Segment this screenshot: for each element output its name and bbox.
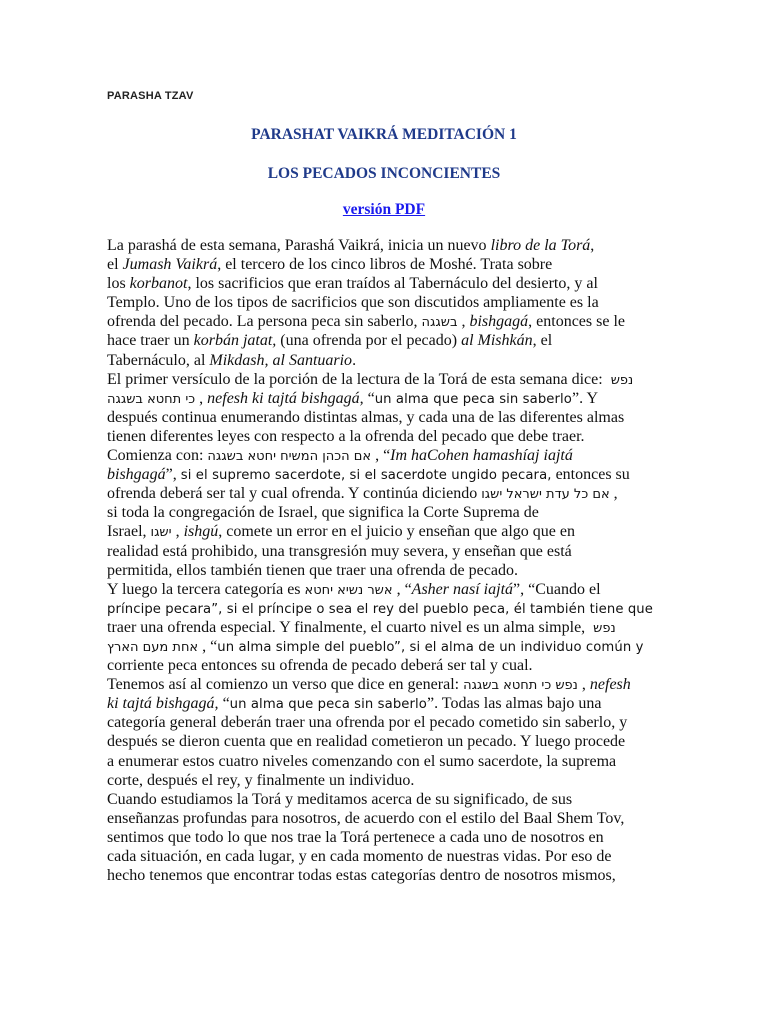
text-run: enseñanzas profundas para nosotros, de acuerdo con el estilo del Baal Shem Tov, bbox=[107, 809, 625, 827]
page-header-label: PARASHA TZAV bbox=[107, 90, 194, 102]
text-run: , bbox=[577, 676, 590, 694]
text-run: si toda la congregación de Israel, que significa la Corte Suprema de bbox=[107, 504, 539, 522]
text-run: , bbox=[171, 523, 184, 541]
text-line bbox=[107, 580, 667, 599]
text-run: , “ bbox=[392, 580, 412, 598]
text-line bbox=[107, 446, 667, 465]
text-line bbox=[107, 389, 667, 408]
text-run: entonces su bbox=[551, 466, 630, 484]
text-run: , el tercero de los cinco libros de Moshé. Trata sobre bbox=[217, 256, 553, 274]
text-run: corte, después el rey, y finalmente un individuo. bbox=[107, 771, 415, 789]
text-line bbox=[107, 351, 667, 370]
italic-text: bishgagá bbox=[107, 466, 166, 484]
text-run: categoría general deberán traer una ofrenda por el pecado cometido sin saberlo, y bbox=[107, 714, 628, 732]
text-line bbox=[107, 408, 667, 427]
text-run: Israel, bbox=[107, 523, 151, 541]
text-line bbox=[107, 274, 667, 293]
text-run: Comienza con: bbox=[107, 447, 208, 465]
text-line bbox=[107, 809, 667, 828]
document-subtitle: LOS PECADOS INCONCIENTES bbox=[267, 165, 501, 182]
text-run: hace traer un bbox=[107, 332, 194, 350]
text-run: , entonces se le bbox=[528, 313, 625, 331]
document-title: PARASHAT VAIKRÁ MEDITACIÓN 1 bbox=[251, 126, 517, 143]
text-line bbox=[107, 293, 667, 312]
text-line bbox=[107, 752, 667, 771]
text-line bbox=[107, 637, 667, 656]
text-line bbox=[107, 522, 667, 541]
text-line bbox=[107, 484, 667, 503]
text-line bbox=[107, 236, 667, 255]
text-run: príncipe pecara”, si el príncipe o sea el rey del pueblo peca, él también tiene que bbox=[107, 601, 653, 617]
text-run: Cuando estudiamos la Torá y meditamos acerca de su significado, de sus bbox=[107, 790, 573, 808]
text-run: La parashá de esta semana, Parashá Vaikrá, inicia un nuevo bbox=[107, 237, 491, 254]
text-line bbox=[107, 370, 667, 389]
text-line bbox=[107, 828, 667, 847]
text-run: cada situación, en cada lugar, y en cada momento de nuestras vidas. Por eso de bbox=[107, 848, 612, 865]
text-line bbox=[107, 847, 667, 866]
text-run: “ bbox=[218, 695, 230, 713]
text-run: , bbox=[590, 237, 595, 254]
text-run: Y luego la tercera categoría es bbox=[107, 580, 305, 598]
text-run: los bbox=[107, 275, 130, 293]
text-line bbox=[107, 255, 667, 274]
text-run: ”. Y bbox=[571, 389, 599, 407]
italic-text: ki tajtá bishgagá, bbox=[107, 695, 219, 713]
italic-text: korbán jatat, bbox=[193, 332, 277, 350]
text-run: , “ bbox=[371, 447, 391, 465]
text-line bbox=[107, 790, 667, 809]
text-run: un alma que peca sin saberlo bbox=[374, 391, 572, 407]
text-run: , bbox=[457, 313, 470, 331]
text-run: después se dieron cuenta que en realidad cometieron un pecado. Y luego procede bbox=[107, 733, 626, 751]
text-line bbox=[107, 732, 667, 751]
italic-text: nefesh bbox=[589, 676, 631, 694]
italic-text: korbanot bbox=[129, 275, 188, 293]
italic-text: Mikdash, al Santuario bbox=[209, 351, 353, 369]
pdf-version-link-wrapper bbox=[0, 201, 768, 219]
italic-text: libro de la Torá bbox=[490, 237, 591, 254]
text-run: un alma que peca sin saberlo bbox=[229, 697, 427, 713]
italic-text: nefesh ki tajtá bishgagá, bbox=[207, 389, 364, 407]
italic-text: Im haCohen hamashíaj iajtá bbox=[390, 447, 573, 465]
text-line bbox=[107, 561, 667, 580]
text-run: Templo. Uno de los tipos de sacrificios que son discutidos ampliamente es la bbox=[107, 294, 599, 312]
hebrew-text: ישגו bbox=[150, 525, 172, 541]
text-line bbox=[107, 675, 667, 694]
text-line bbox=[107, 713, 667, 732]
text-run: un alma simple del pueblo”, si el alma de un individuo común y bbox=[217, 639, 644, 655]
text-run: Tabernáculo, al bbox=[107, 351, 210, 369]
text-run: corriente peca entonces su ofrenda de pecado deberá ser tal y cual. bbox=[107, 657, 533, 675]
text-run: , “ bbox=[198, 637, 218, 655]
text-run: , comete un error en el juicio y enseñan que algo que en bbox=[218, 523, 575, 541]
text-run: permitida, ellos también tienen que traer una ofrenda de pecado. bbox=[107, 561, 518, 579]
text-run: , bbox=[609, 485, 618, 503]
text-line bbox=[107, 503, 667, 522]
hebrew-text: אחת מעם הארץ bbox=[107, 639, 199, 655]
italic-text: Jumash Vaikrá bbox=[122, 256, 218, 274]
hebrew-text: נפש bbox=[610, 372, 634, 388]
text-run: (una ofrenda por el pecado) bbox=[276, 332, 462, 350]
text-line bbox=[107, 312, 667, 331]
text-line bbox=[107, 427, 667, 446]
hebrew-text: כי תחטא בשגגה bbox=[107, 391, 196, 407]
hebrew-text: אם הכהן המשיח יחטא בשגגה bbox=[207, 449, 372, 465]
text-run: a enumerar estos cuatro niveles comenzando con el sumo sacerdote, la suprema bbox=[107, 752, 617, 770]
text-line bbox=[107, 542, 667, 561]
text-run: Tenemos así al comienzo un verso que dice en general: bbox=[107, 676, 464, 694]
text-line bbox=[107, 866, 667, 885]
text-line bbox=[107, 331, 667, 350]
text-run: ”. Todas las almas bajo una bbox=[426, 695, 602, 713]
text-run: si el supremo sacerdote, si el sacerdote ungido pecara, bbox=[180, 468, 552, 484]
text-run: “ bbox=[363, 389, 375, 407]
text-run: , el bbox=[532, 332, 553, 350]
text-line bbox=[107, 656, 667, 675]
hebrew-text: בשגגה bbox=[421, 315, 458, 331]
hebrew-text: אם כל עדת ישראל ישגו bbox=[481, 487, 610, 503]
text-run: traer una ofrenda especial. Y finalmente, el cuarto nivel es un alma simple, bbox=[107, 618, 594, 636]
text-run: El primer versículo de la porción de la lectura de la Torá de esta semana dice: bbox=[107, 370, 611, 388]
pdf-version-link[interactable]: versión PDF bbox=[342, 201, 426, 218]
italic-text: Asher nasí iajtá bbox=[411, 580, 514, 598]
text-line bbox=[107, 618, 667, 637]
text-run: , bbox=[195, 389, 208, 407]
text-run: ”, “Cuando el bbox=[513, 580, 601, 598]
text-run: realidad está prohibido, una transgresión muy severa, y enseñan que está bbox=[107, 542, 572, 560]
text-run: después continua enumerando distintas almas, y cada una de las diferentes almas bbox=[107, 408, 625, 426]
text-run: el bbox=[107, 256, 123, 274]
text-line bbox=[107, 694, 667, 713]
text-line bbox=[107, 771, 667, 790]
italic-text: al Mishkán bbox=[461, 332, 533, 350]
text-run: ofrenda del pecado. La persona peca sin saberlo, bbox=[107, 313, 422, 331]
text-run: ”, bbox=[165, 466, 181, 484]
hebrew-text: נפש כי תחטא בשגגה bbox=[463, 678, 578, 694]
hebrew-text: נפש bbox=[593, 620, 616, 636]
text-run: sentimos que todo lo que nos trae la Torá pertenece a cada uno de nosotros en bbox=[107, 828, 604, 846]
text-run: ofrenda deberá ser tal y cual ofrenda. Y continúa diciendo bbox=[107, 485, 482, 503]
body-text bbox=[107, 236, 667, 885]
text-line bbox=[107, 599, 667, 618]
italic-text: ishgú bbox=[183, 523, 219, 541]
text-run: tienen diferentes leyes con respecto a la ofrenda del pecado que debe traer. bbox=[107, 427, 585, 445]
italic-text: bishgagá bbox=[469, 313, 529, 331]
text-run: hecho tenemos que encontrar todas estas categorías dentro de nosotros mismos, bbox=[107, 867, 616, 885]
text-run: , los sacrificios que eran traídos al Tabernáculo del desierto, y al bbox=[187, 275, 598, 293]
text-run: . bbox=[352, 351, 357, 369]
text-line bbox=[107, 465, 667, 484]
hebrew-text: אשר נשיא יחטא bbox=[304, 582, 393, 598]
